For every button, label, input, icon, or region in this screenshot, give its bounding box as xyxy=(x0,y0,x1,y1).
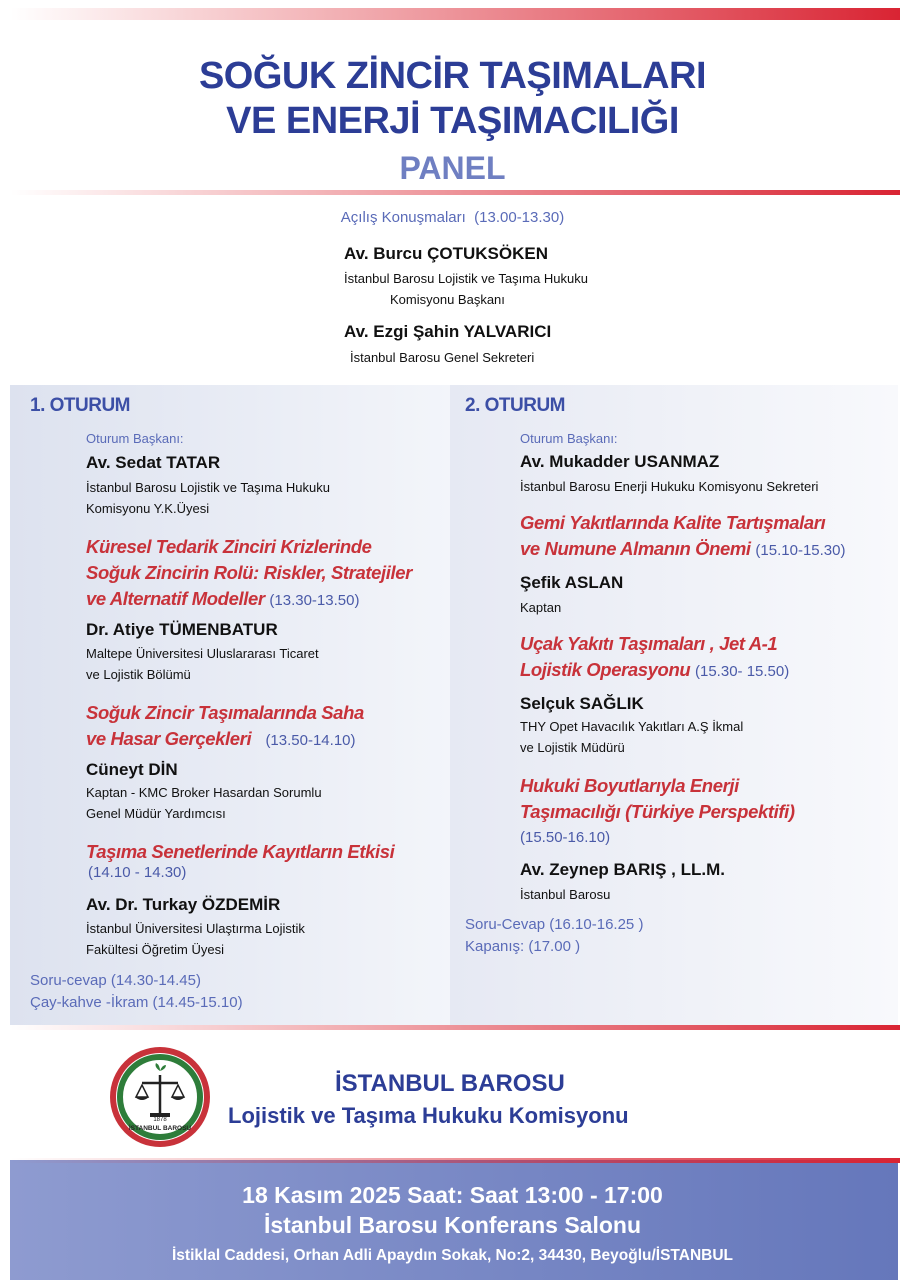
session2-chair-aff: İstanbul Barosu Enerji Hukuku Komisyonu Sekreteri xyxy=(520,479,819,494)
session1-talk-3-title: Taşıma Senetlerinde Kayıtların Etkisi xyxy=(86,841,395,862)
title-line1: SOĞUK ZİNCİR TAŞIMALARI xyxy=(198,55,707,97)
session1-talk-1-speaker: Dr. Atiye TÜMENBATUR xyxy=(86,620,278,639)
footer-stripe xyxy=(10,1158,900,1163)
session2-talk-2-aff: THY Opet Havacılık Yakıtları A.Ş İkmal ve Lojistik Müdürü xyxy=(520,719,744,755)
organizer-name: İSTANBUL BAROSU xyxy=(335,1070,565,1097)
session1-qa: Soru-cevap (14.30-14.45) xyxy=(30,972,201,989)
session1-talk-2-speaker: Cüneyt DİN xyxy=(86,760,178,779)
session2-qa: Soru-Cevap (16.10-16.25 ) xyxy=(465,916,644,933)
scales-of-justice-icon xyxy=(108,1045,212,1149)
top-stripe xyxy=(10,8,900,20)
session2-talk-1-title: Gemi Yakıtlarında Kalite Tartışmaları ve Numune Almanın Önemi (15.10-15.30) xyxy=(520,512,846,559)
opening-speaker-2-aff: İstanbul Barosu Genel Sekreteri xyxy=(350,350,535,365)
session2-talk-1-speaker: Şefik ASLAN xyxy=(520,573,624,592)
session2-talk-3-title: Hukuki Boyutlarıyla Enerji Taşımacılığı (Türkiye Perspektifi) xyxy=(520,775,795,822)
session2-chair-label: Oturum Başkanı: xyxy=(520,431,618,446)
session1-talk-2-aff: Kaptan - KMC Broker Hasardan Sorumlu Genel Müdür Yardımcısı xyxy=(86,785,322,821)
session1-chair-label: Oturum Başkanı: xyxy=(86,431,184,446)
session2-heading: 2. OTURUM xyxy=(465,395,565,416)
session2-talk-2-speaker: Selçuk SAĞLIK xyxy=(520,694,644,713)
event-datetime: 18 Kasım 2025 Saat: Saat 13:00 - 17:00 xyxy=(242,1182,663,1208)
session1-chair-name: Av. Sedat TATAR xyxy=(86,453,221,472)
logo-year: 1878 xyxy=(153,1117,167,1123)
session2-chair-name: Av. Mukadder USANMAZ xyxy=(520,452,720,471)
session1-talk-3-time: (14.10 - 14.30) xyxy=(88,864,187,881)
opening-speaker-1-aff: İstanbul Barosu Lojistik ve Taşıma Hukuku Komisyonu Başkanı xyxy=(344,271,588,307)
opening-label: Açılış Konuşmaları (13.00-13.30) xyxy=(340,209,565,226)
session2-talk-3-speaker: Av. Zeynep BARIŞ , LL.M. xyxy=(520,860,725,879)
session1-break: Çay-kahve -İkram (14.45-15.10) xyxy=(30,994,243,1011)
event-venue: İstanbul Barosu Konferans Salonu xyxy=(264,1212,641,1238)
opening-speaker-2-name: Av. Ezgi Şahin YALVARICI xyxy=(344,322,552,341)
session2-talk-1-aff: Kaptan xyxy=(520,600,562,615)
opening-speaker-1-name: Av. Burcu ÇOTUKSÖKEN xyxy=(344,244,549,263)
title-line2: VE ENERJİ TAŞIMACILIĞI xyxy=(226,100,679,142)
session1-talk-1-title: Küresel Tedarik Zinciri Krizlerinde Soğuk Zincirin Rolü: Riskler, Stratejiler ve Alternatif Modeller (13.30-13.50) xyxy=(86,536,412,609)
subtitle-panel: PANEL xyxy=(399,150,506,186)
session1-heading: 1. OTURUM xyxy=(30,395,130,416)
session2-talk-2-title: Uçak Yakıtı Taşımaları , Jet A-1 Lojistik Operasyonu (15.30- 15.50) xyxy=(520,633,790,680)
event-address: İstiklal Caddesi, Orhan Adli Apaydın Sokak, No:2, 34430, Beyoğlu/İSTANBUL xyxy=(171,1247,733,1264)
session2-talk-3-time: (15.50-16.10) xyxy=(520,829,611,846)
session1-talk-3-speaker: Av. Dr. Turkay ÖZDEMİR xyxy=(86,895,281,914)
organizer-divider xyxy=(10,1025,900,1030)
session1-talk-1-aff: Maltepe Üniversitesi Uluslararası Ticaret ve Lojistik Bölümü xyxy=(86,646,319,682)
session2-talk-3-aff: İstanbul Barosu xyxy=(520,887,611,902)
session1-chair-aff: İstanbul Barosu Lojistik ve Taşıma Hukuku Komisyonu Y.K.Üyesi xyxy=(86,480,330,516)
session1-talk-3-aff: İstanbul Üniversitesi Ulaştırma Lojistik Fakültesi Öğretim Üyesi xyxy=(86,921,305,957)
organizer-commission: Lojistik ve Taşıma Hukuku Komisyonu xyxy=(228,1103,629,1128)
session2-closing: Kapanış: (17.00 ) xyxy=(465,938,581,955)
logo-text: İSTANBUL BAROSU xyxy=(128,1125,192,1132)
session1-talk-2-title: Soğuk Zincir Taşımalarında Saha ve Hasar Gerçekleri (13.50-14.10) xyxy=(86,702,364,749)
bar-logo xyxy=(108,1045,212,1149)
header-divider xyxy=(10,190,900,195)
